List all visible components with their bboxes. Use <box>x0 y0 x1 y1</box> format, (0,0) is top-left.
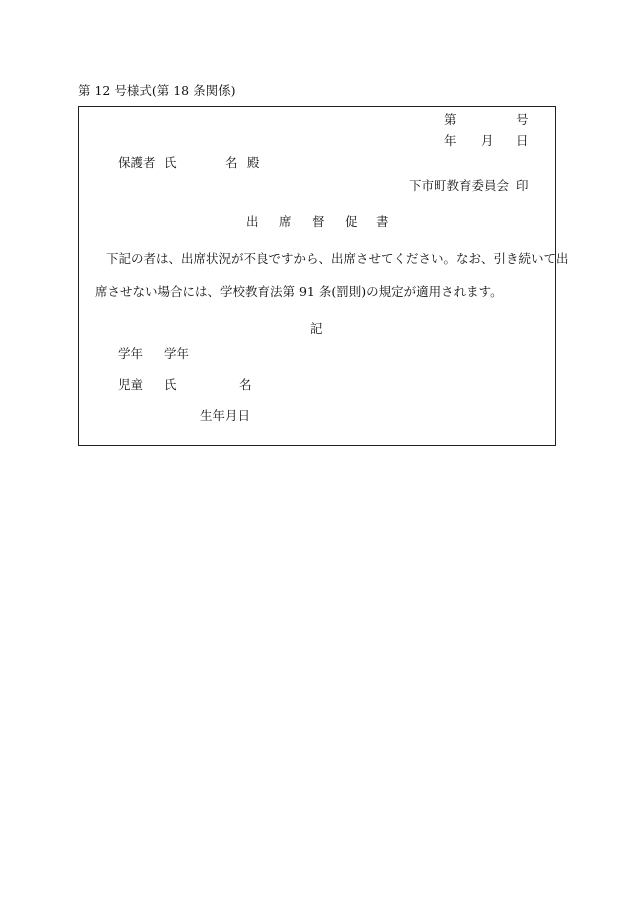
title-char-5: 書 <box>376 214 389 229</box>
title-char-2: 席 <box>279 214 292 229</box>
date-year: 年 <box>444 133 457 148</box>
addressee-honorific: 殿 <box>247 155 260 170</box>
form-number-label: 第 12 号様式(第 18 条関係) <box>78 83 236 98</box>
doc-number-prefix: 第 <box>444 112 457 127</box>
title-char-3: 督 <box>312 214 325 229</box>
issuer-seal: 印 <box>516 178 529 193</box>
addressee-family-name: 氏 <box>164 155 177 170</box>
date-day: 日 <box>516 133 529 148</box>
title-char-1: 出 <box>246 214 259 229</box>
child-family-name: 氏 <box>164 377 177 392</box>
child-label: 児童 <box>118 377 144 392</box>
addressee-role: 保護者 <box>118 155 156 170</box>
title-char-4: 促 <box>345 214 358 229</box>
body-line-2: 席させない場合には、学校教育法第 91 条(罰則)の規定が適用されます。 <box>95 284 503 299</box>
date-month: 月 <box>481 133 494 148</box>
doc-number-suffix: 号 <box>516 112 529 127</box>
child-given-name: 名 <box>239 377 252 392</box>
issuer-name: 下市町教育委員会 <box>409 178 510 193</box>
ki-heading: 記 <box>310 321 323 336</box>
grade-label: 学年 <box>118 346 144 361</box>
body-line-1: 下記の者は、出席状況が不良ですから、出席させてください。なお、引き続いて出 <box>106 251 569 266</box>
addressee-given-name: 名 <box>225 155 238 170</box>
grade-value: 学年 <box>164 346 190 361</box>
birthdate-label: 生年月日 <box>200 408 251 423</box>
